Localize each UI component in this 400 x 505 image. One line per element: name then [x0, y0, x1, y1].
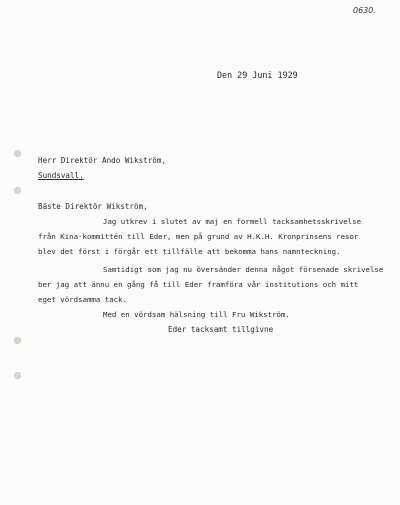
body-line: eget vördsamma tack. [38, 295, 127, 304]
punch-hole [14, 337, 21, 344]
letter-date: Den 29 Juni 1929 [217, 70, 298, 80]
salutation: Bäste Direktör Wikström, [38, 202, 148, 211]
body-line: Jag utkrev i slutet av maj en formell tacksamhetsskrivelse [103, 217, 362, 226]
body-line: Samtidigt som jag nu översänder denna något försenade skrivelse [103, 265, 384, 274]
body-line: från Kina-kommittén till Eder, men på grund av H.K.H. Kronprinsens resor [38, 232, 359, 241]
punch-hole [14, 372, 21, 379]
closing-phrase: Eder tacksamt tillgivne [168, 325, 274, 334]
reference-number: 0630. [353, 6, 376, 15]
addressee-city: Sundsvall. [38, 171, 84, 180]
punch-hole [14, 187, 21, 194]
body-line: ber jag att ännu en gång få till Eder framföra vår institutions och mitt [38, 280, 359, 289]
addressee-name: Herr Direktör Ando Wikström, [38, 156, 167, 165]
body-line: Med en vördsam hälsning till Fru Wikström. [103, 310, 290, 319]
punch-hole [14, 150, 21, 157]
body-line: blev det först i förgår ett tillfälle att bekomma hans namnteckning. [38, 247, 341, 256]
